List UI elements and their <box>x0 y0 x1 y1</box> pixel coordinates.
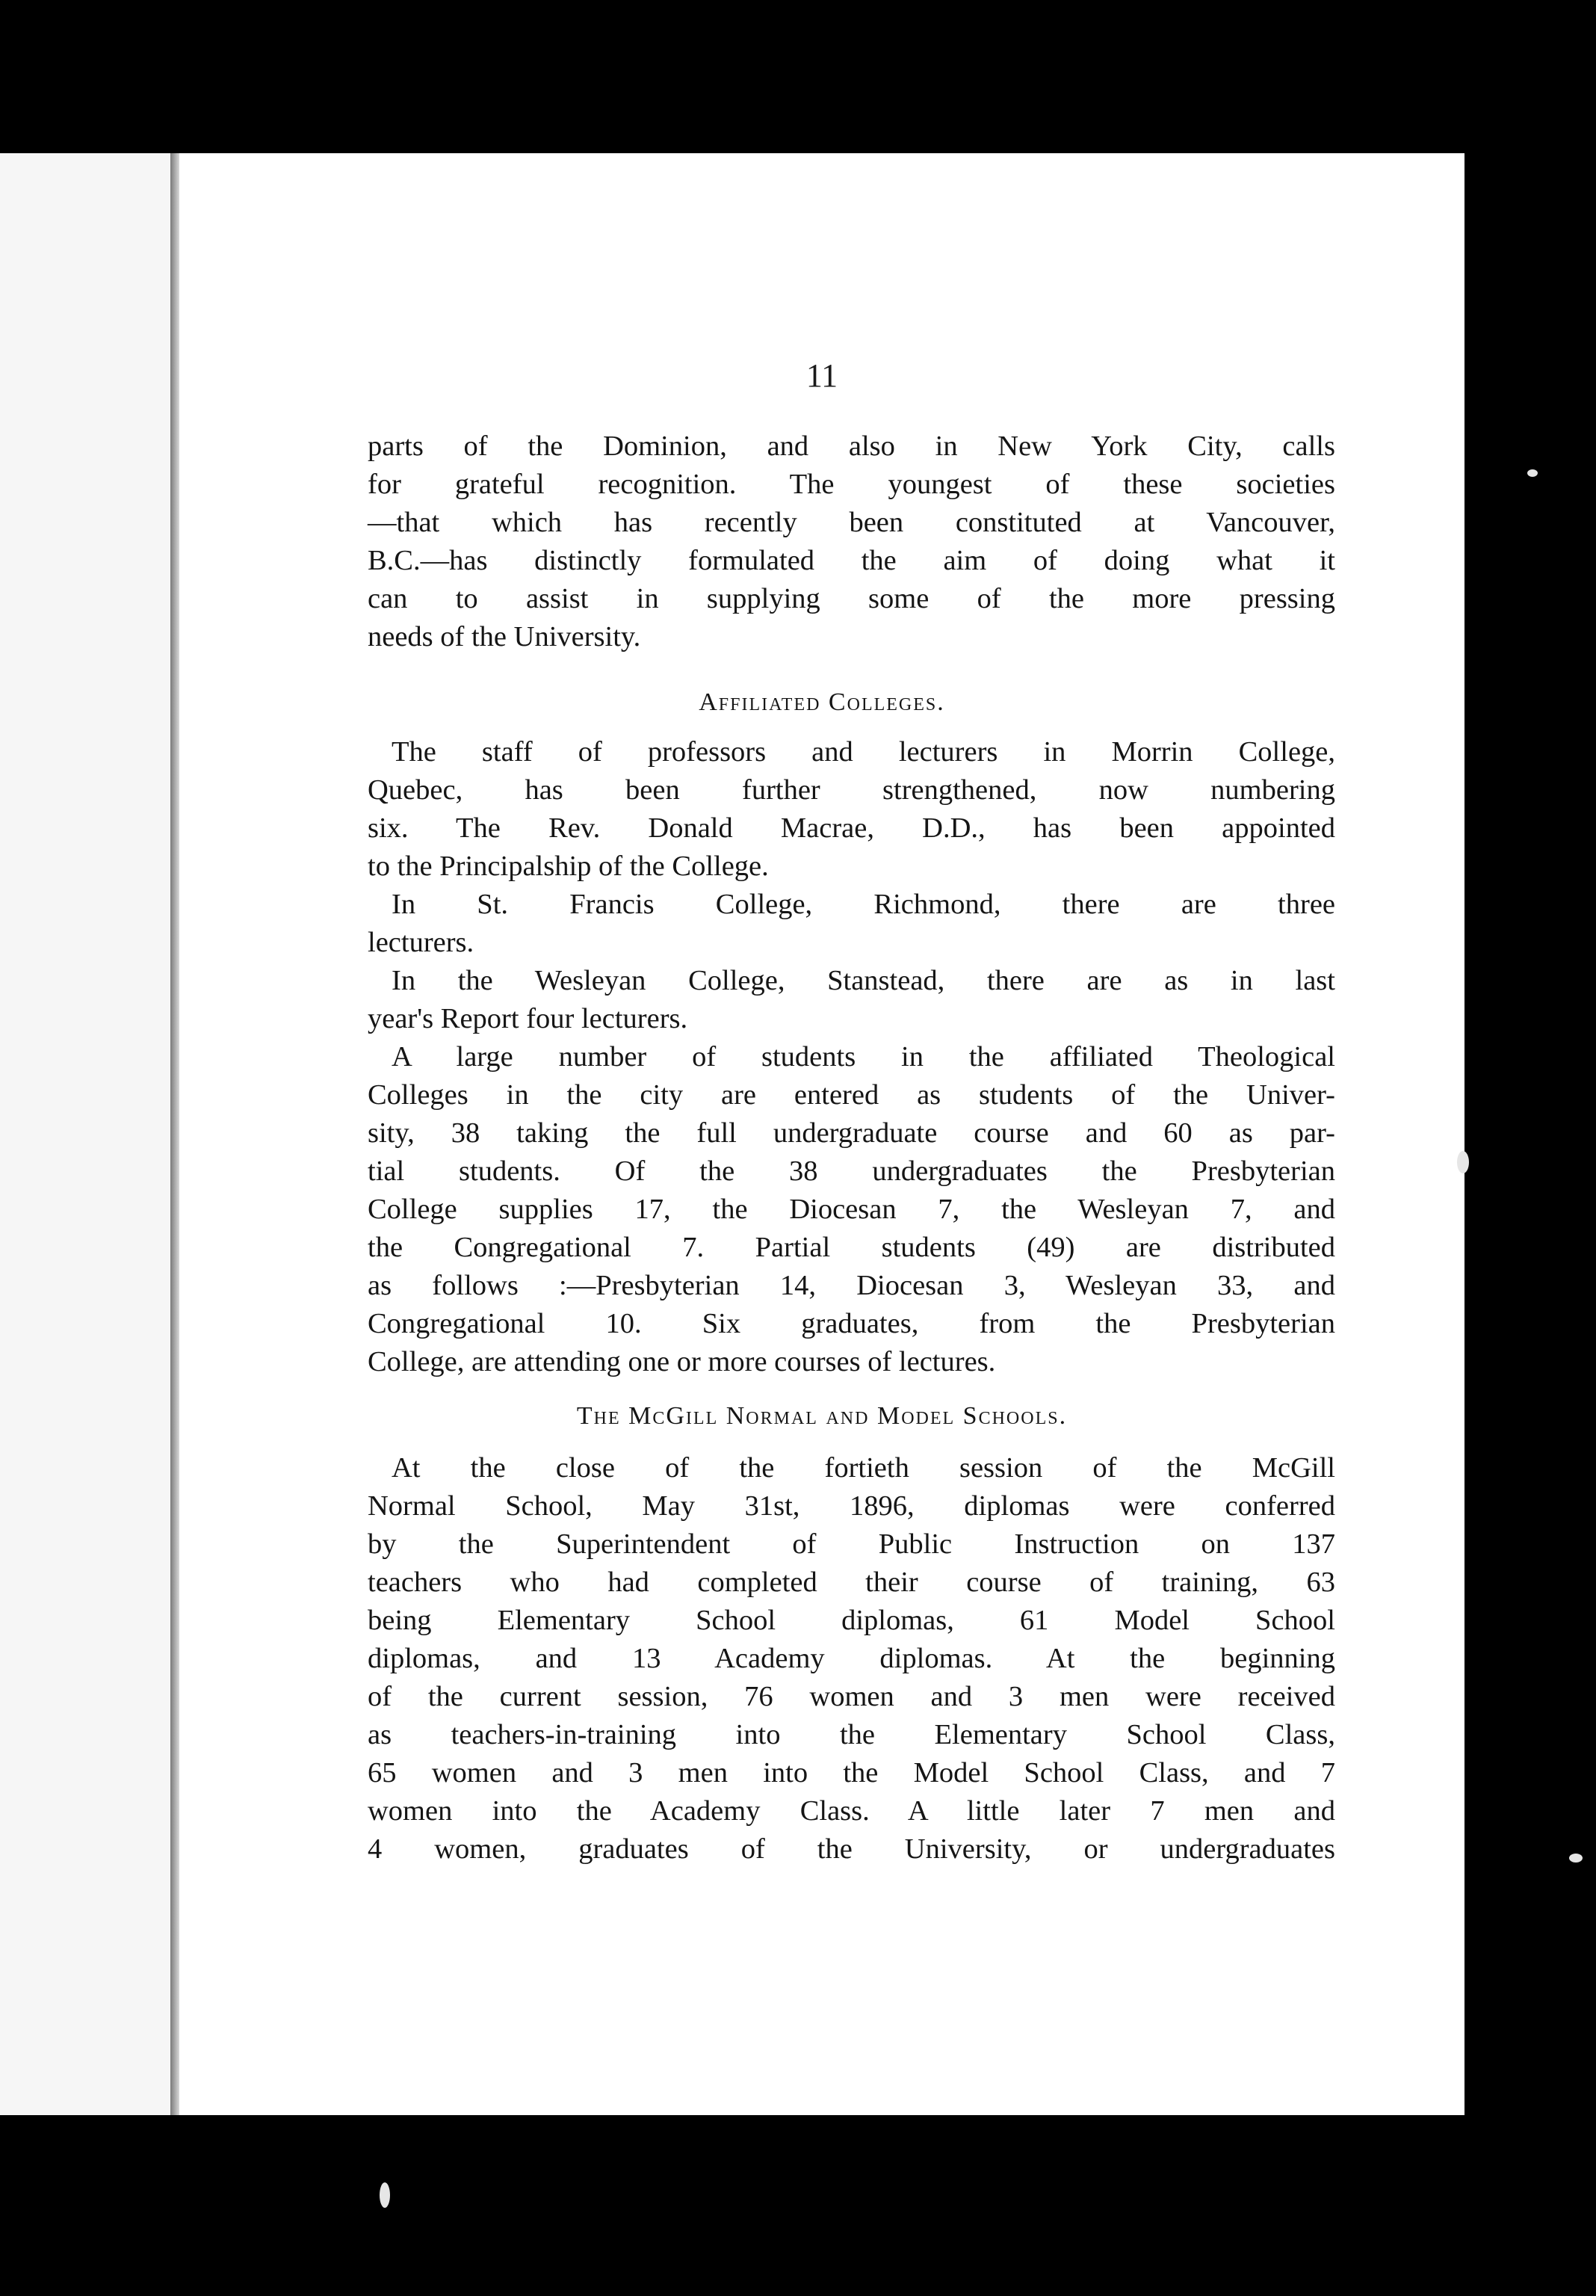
scan-speck <box>1457 1151 1469 1173</box>
text-line: by the Superintendent of Public Instruction on 137 <box>368 1528 1335 1560</box>
text-line: women into the Academy Class. A little later 7 men and <box>368 1795 1335 1827</box>
text-line: being Elementary School diplomas, 61 Model School <box>368 1605 1335 1636</box>
scan-speck <box>380 2182 390 2208</box>
text-line: Congregational 10. Six graduates, from the Presbyterian <box>368 1308 1335 1339</box>
text-line: In the Wesleyan College, Stanstead, there are as in last <box>392 965 1335 996</box>
section-heading-normal-model-schools: The McGill Normal and Model Schools. <box>576 1402 1068 1430</box>
facing-page-edge <box>0 153 170 2115</box>
text-line: for grateful recognition. The youngest of these societies <box>368 469 1335 500</box>
text-line: tial students. Of the 38 undergraduates the Presbyterian <box>368 1155 1335 1187</box>
section-normal-model-schools <box>368 1449 1335 1868</box>
text-line: needs of the University. <box>368 621 641 652</box>
text-line: In St. Francis College, Richmond, there are three <box>392 889 1335 920</box>
text-line: 65 women and 3 men into the Model School Class, and 7 <box>368 1757 1335 1789</box>
paragraph-societies <box>368 428 1335 656</box>
text-line: year's Report four lecturers. <box>368 1003 688 1034</box>
text-line: to the Principalship of the College. <box>368 851 769 882</box>
text-line: College, are attending one or more courses of lectures. <box>368 1346 996 1377</box>
text-line: A large number of students in the affiliated Theological <box>392 1041 1335 1073</box>
page-number: 11 <box>805 357 838 394</box>
text-line: can to assist in supplying some of the more pressing <box>368 583 1335 614</box>
text-line: 4 women, graduates of the University, or undergraduates <box>368 1833 1335 1865</box>
text-line: sity, 38 taking the full undergraduate course and 60 as par- <box>368 1117 1335 1149</box>
scan-speck <box>1527 469 1538 477</box>
text-line: as teachers-in-training into the Elementary School Class, <box>368 1719 1335 1750</box>
text-line: College supplies 17, the Diocesan 7, the Wesleyan 7, and <box>368 1194 1335 1225</box>
section-heading-affiliated-colleges: Affiliated Colleges. <box>699 688 945 716</box>
text-line: Colleges in the city are entered as students of the Univer- <box>368 1079 1335 1111</box>
text-line: six. The Rev. Donald Macrae, D.D., has been appointed <box>368 812 1335 844</box>
text-line: teachers who had completed their course of training, 63 <box>368 1567 1335 1598</box>
text-line: lecturers. <box>368 927 474 958</box>
text-line: Quebec, has been further strengthened, now numbering <box>368 774 1335 806</box>
text-line: parts of the Dominion, and also in New York City, calls <box>368 430 1335 462</box>
text-line: as follows :—Presbyterian 14, Diocesan 3, Wesleyan 33, and <box>368 1270 1335 1301</box>
text-line: the Congregational 7. Partial students (49) are distributed <box>368 1232 1335 1263</box>
text-line: B.C.—has distinctly formulated the aim of doing what it <box>368 545 1335 576</box>
scanned-page <box>179 153 1464 2115</box>
text-line: —that which has recently been constituted at Vancouver, <box>368 507 1335 538</box>
book-gutter <box>170 153 179 2115</box>
section-affiliated-colleges <box>368 733 1335 1381</box>
text-line: diplomas, and 13 Academy diplomas. At the beginning <box>368 1643 1335 1674</box>
scan-speck <box>1569 1854 1583 1863</box>
text-line: of the current session, 76 women and 3 men were received <box>368 1681 1335 1712</box>
text-line: Normal School, May 31st, 1896, diplomas were conferred <box>368 1490 1335 1522</box>
text-line: The staff of professors and lecturers in Morrin College, <box>392 736 1335 768</box>
text-line: At the close of the fortieth session of the McGill <box>392 1452 1335 1484</box>
